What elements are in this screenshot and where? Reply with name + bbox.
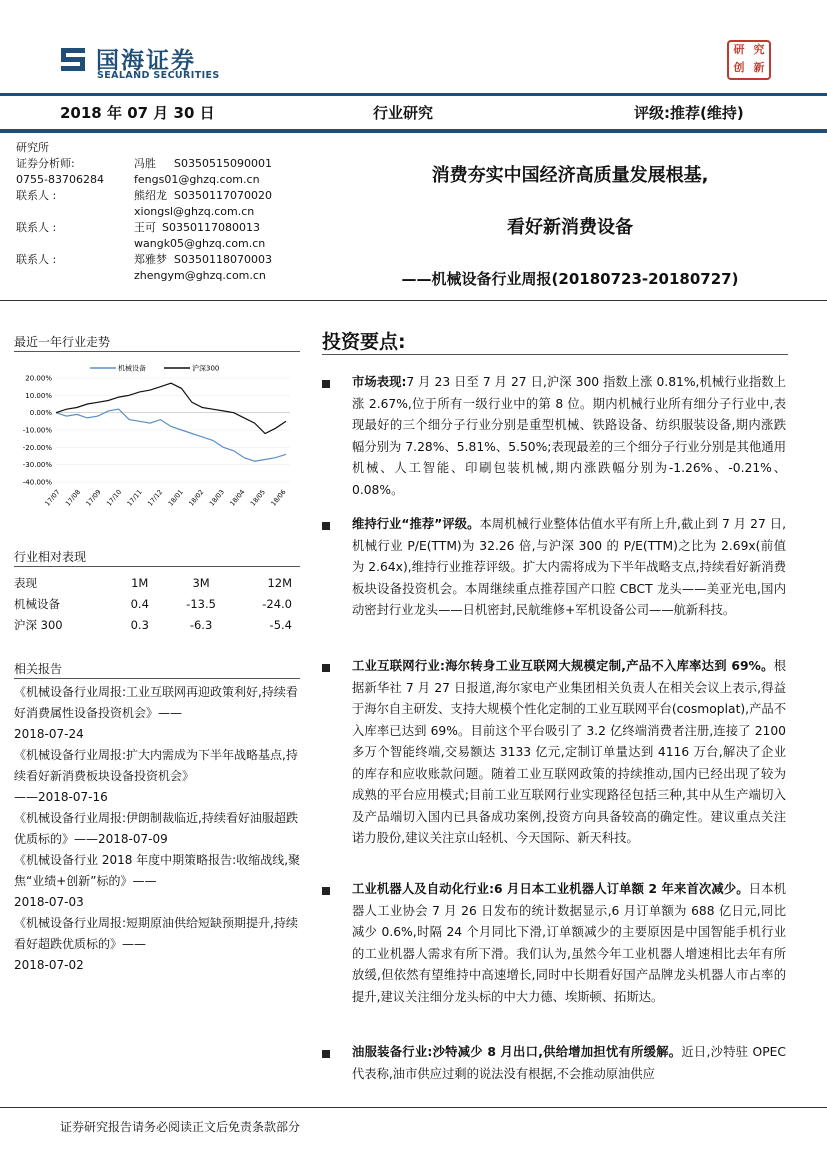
table-cell: 0.4 [130, 596, 149, 611]
report-rating: 评级:推荐(维持) [634, 104, 744, 122]
table-row [14, 614, 300, 635]
report-title-line2: 看好新消费设备 [507, 217, 633, 238]
contact-role: 证券分析师: [16, 157, 75, 170]
table-cell: -24.0 [262, 596, 292, 611]
y-tick-label: 0.00% [29, 409, 52, 418]
point-industrial-internet: 工业互联网行业:海尔转身工业互联网大规模定制,产品不入库率达到 69%。根据新华社 7 月 27 日报道,海尔家电产业集团相关负责人在相关会议上表示,得益于海尔自主研发、支持大规模个性化定制的工业互联网平台(cosmoplat),产品不入库率已达到 69%。目前这个平台吸引了 3.2 亿终端消费者注册,连接了 2100 多万个智能终端,交易额达 3133 亿元,定制订单量达到 4116 万台,解决了企业的库存和应收账款问题。随着工业互联网政策的持续推动,国内已经出现了较为成熟的平台应用模式;目前工业互联网行业实现路径包括三种,其中从生产端切入及产品端切入国内已具备成功案例,投资方向具备较高的确定性。建议重点关注诺力股份,建议关注京山轻机、今天国际、新天科技。 [352, 659, 786, 845]
x-tick-label: 18/05 [248, 488, 267, 508]
seal-char: 究 [753, 43, 765, 56]
contact-id: S0350117070020 [174, 189, 272, 202]
related-reports-list [14, 682, 309, 976]
contact-role: 联系人 : [16, 253, 57, 266]
brand-name-en: SEALAND SECURITIES [97, 70, 220, 81]
y-tick-label: 10.00% [25, 391, 52, 400]
table-cell: 机械设备 [14, 596, 60, 611]
contact-name: 冯胜 [134, 157, 156, 170]
contact-role: 联系人 : [16, 221, 57, 234]
contact-email[interactable]: xiongsl@ghzq.com.cn [134, 205, 255, 218]
contact-id: S0350117080013 [162, 221, 260, 234]
x-tick-label: 18/01 [166, 488, 185, 508]
x-tick-label: 17/10 [104, 488, 124, 508]
report-link[interactable]: 《机械设备行业周报:短期原油供给短缺预期提升,持续看好超跌优质标的》—— 2018-07-02 [14, 916, 298, 972]
y-tick-label: -20.00% [22, 443, 52, 452]
bullet-icon [322, 664, 330, 672]
table-header: 3M [192, 575, 210, 590]
contact-name: 熊绍龙 [134, 189, 167, 202]
research-seal [727, 40, 771, 80]
chart-section-rule [14, 351, 300, 352]
seal-char: 研 [733, 43, 745, 56]
table-header-row [14, 572, 300, 593]
bullet-icon [322, 1050, 330, 1058]
point-industrial-robot: 工业机器人及自动化行业:6 月日本工业机器人订单额 2 年来首次减少。日本机器人工业协会 7 月 26 日发布的统计数据显示,6 月订单额为 688 亿日元,同比减少 0.6%,时隔 24 个月同比下滑,订单额减少的主要原因是中国智能手机行业的工业机器人需求有所下滑。我们认为,虽然今年工业机器人增速相比去年有所放缓,但依然有望维持中高速增长,同时中长期看好国产品牌龙头机器人市占率的提升,建议关注细分龙头标的中大力德、埃斯顿、拓斯达。 [352, 882, 786, 1004]
contact-email[interactable]: zhengym@ghzq.com.cn [134, 269, 266, 282]
report-date: 2018 年 07 月 30 日 [60, 104, 215, 122]
contact-name: 郑雅梦 [134, 253, 167, 266]
table-row [14, 593, 300, 614]
point-oil-equipment: 油服装备行业:沙特减少 8 月出口,供给增加担忧有所缓解。近日,沙特驻 OPEC 代表称,油市供应过剩的说法没有根据,不会推动原油供应 [352, 1045, 786, 1081]
table-cell: -6.3 [189, 617, 213, 632]
report-subtitle: ——机械设备行业周报(20180723-20180727) [401, 270, 739, 288]
y-tick-label: -30.00% [22, 461, 52, 470]
report-link[interactable]: 《机械设备行业周报:伊朗制裁临近,持续看好油服超跌优质标的》——2018-07-09 [14, 811, 298, 846]
x-tick-label: 17/12 [146, 488, 165, 508]
bullet-icon [322, 380, 330, 388]
x-tick-label: 17/08 [63, 488, 83, 508]
sealand-logo-icon [58, 44, 88, 74]
table-cell: 0.3 [130, 617, 149, 632]
point-rating: 维持行业“推荐”评级。本周机械行业整体估值水平有所上升,截止到 7 月 27 日,机械行业 P/E(TTM)为 32.26 倍,与沪深 300 的 P/E(TTM)之比为 2.69x(前值为 2.64x),维持行业推荐评级。扩大内需将成为下半年战略支点,持续看好新消费板块设备投资机会。本周继续重点推荐国产口腔 CBCT 龙头——美亚光电,国内动密封行业龙头——日机密封,民航维修+军机设备公司——航新科技。 [352, 517, 786, 617]
point-market-performance: 市场表现:7 月 23 日至 7 月 27 日,沪深 300 指数上涨 0.81%,机械行业指数上涨 2.67%,位于所有一级行业中的第 8 位。期内机械行业所有细分子行业中,表现最好的三个细分子行业分别是重型机械、铁路设备、纺织服装设备,期内涨跌幅分别为 7.28%、5.81%、5.50%;表现最差的三个细分子行业分别是其他通用机械、人工智能、印刷包装机械,期内涨跌幅分别为-1.26%、-0.21%、0.08%。 [352, 375, 786, 497]
report-title-line1: 消费夯实中国经济高质量发展根基, [431, 165, 709, 186]
x-tick-label: 17/07 [43, 488, 62, 508]
points-heading-rule [322, 354, 788, 355]
disclaimer-note: 证券研究报告请务必阅读正文后免责条款部分 [60, 1120, 301, 1134]
legend-label-hs300: 沪深300 [192, 364, 220, 373]
contact-id: S0350118070003 [174, 253, 272, 266]
legend-label-machinery: 机械设备 [118, 364, 146, 373]
x-tick-label: 18/06 [269, 488, 288, 508]
report-link[interactable]: 《机械设备行业周报:工业互联网再迎政策利好,持续看好消费属性设备投资机会》—— 2018-07-24 [14, 685, 298, 741]
reports-section-rule [14, 678, 300, 679]
analyst-contacts [16, 140, 316, 290]
table-header: 表现 [14, 575, 37, 590]
header-top-rule [0, 93, 827, 96]
bullet-icon [322, 522, 330, 530]
bullet-icon [322, 887, 330, 895]
x-tick-label: 17/09 [84, 488, 103, 508]
header-bottom-rule [0, 129, 827, 133]
industry-trend-chart [14, 358, 300, 518]
report-link[interactable]: 《机械设备行业 2018 年度中期策略报告:收缩战线,聚焦“业绩+创新”标的》—— 2018-07-03 [14, 853, 301, 909]
reports-section-label: 相关报告 [14, 662, 63, 676]
brand-name-cn: 国海证券 [96, 48, 196, 74]
contact-role: 研究所 [16, 141, 49, 154]
table-cell: -13.5 [186, 596, 216, 611]
table-cell: 沪深 300 [14, 617, 63, 632]
chart-section-label: 最近一年行业走势 [14, 335, 111, 349]
series-line-machinery [56, 409, 286, 461]
x-tick-label: 17/11 [125, 488, 144, 508]
report-link[interactable]: 《机械设备行业周报:扩大内需成为下半年战略基点,持续看好新消费板块设备投资机会》 ——2018-07-16 [14, 748, 298, 804]
table-header: 12M [267, 575, 292, 590]
table-header: 1M [131, 575, 149, 590]
x-tick-label: 18/02 [187, 488, 206, 508]
perf-section-rule [14, 566, 300, 567]
contact-id: S0350515090001 [174, 157, 272, 170]
contact-email[interactable]: wangk05@ghzq.com.cn [134, 237, 266, 250]
table-cell: -5.4 [269, 617, 292, 632]
y-tick-label: 20.00% [25, 374, 52, 383]
footer-rule [0, 1107, 827, 1108]
y-tick-label: -10.00% [22, 426, 52, 435]
seal-char: 新 [753, 61, 765, 74]
contact-phone: 0755-83706284 [16, 173, 104, 186]
x-tick-label: 18/04 [228, 488, 247, 508]
seal-char: 创 [733, 61, 745, 74]
investment-points-heading: 投资要点: [322, 331, 406, 353]
contact-name: 王可 [134, 221, 156, 234]
perf-section-label: 行业相对表现 [14, 550, 87, 564]
contact-role: 联系人 : [16, 189, 57, 202]
performance-table [14, 572, 300, 635]
contact-email[interactable]: fengs01@ghzq.com.cn [134, 173, 260, 186]
title-divider [0, 300, 827, 301]
y-tick-label: -40.00% [22, 478, 52, 487]
x-tick-label: 18/03 [207, 488, 226, 508]
report-category: 行业研究 [373, 104, 434, 122]
